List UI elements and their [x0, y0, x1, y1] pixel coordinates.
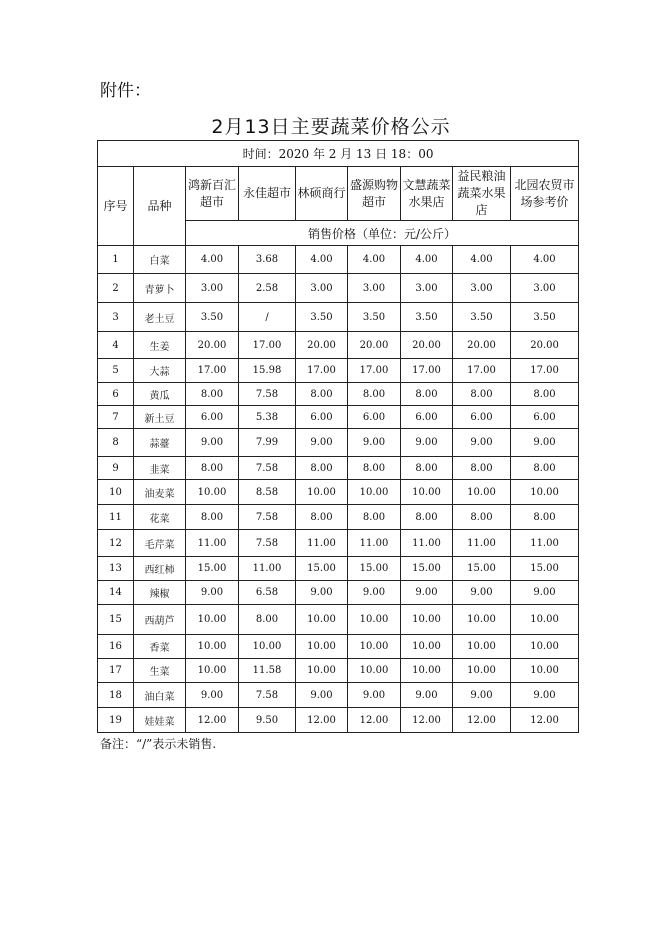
price-cell: 3.00: [453, 274, 511, 303]
price-cell: 10.00: [453, 659, 511, 683]
price-cell: 9.00: [401, 581, 453, 605]
seq-cell: 8: [98, 429, 134, 457]
seq-cell: 18: [98, 683, 134, 708]
price-cell: 9.00: [186, 581, 239, 605]
price-cell: 17.00: [401, 359, 453, 383]
variety-cell: 白菜: [134, 246, 186, 274]
price-cell: 20.00: [186, 332, 239, 359]
price-cell: 8.00: [511, 505, 579, 530]
price-cell: 6.00: [296, 406, 348, 429]
price-cell: 9.00: [186, 429, 239, 457]
price-cell: 10.00: [453, 605, 511, 635]
table-row: [98, 530, 579, 557]
price-cell: 17.00: [511, 359, 579, 383]
price-cell: 20.00: [401, 332, 453, 359]
price-cell: 8.00: [348, 457, 401, 480]
price-cell: 11.00: [348, 530, 401, 557]
table-row: [98, 383, 579, 406]
price-cell: 4.00: [296, 246, 348, 274]
price-cell: 6.00: [186, 406, 239, 429]
price-cell: 20.00: [296, 332, 348, 359]
price-cell: 3.00: [511, 274, 579, 303]
price-cell: 9.00: [186, 683, 239, 708]
price-cell: 12.00: [348, 708, 401, 733]
price-cell: 6.00: [511, 406, 579, 429]
variety-cell: 大蒜: [134, 359, 186, 383]
price-cell: 6.58: [239, 581, 296, 605]
price-cell: 20.00: [511, 332, 579, 359]
price-cell: 8.00: [186, 457, 239, 480]
seq-cell: 5: [98, 359, 134, 383]
variety-cell: 油麦菜: [134, 480, 186, 505]
price-cell: 8.00: [296, 383, 348, 406]
price-cell: 9.00: [401, 683, 453, 708]
variety-cell: 西葫芦: [134, 605, 186, 635]
price-cell: 7.58: [239, 505, 296, 530]
price-cell: 15.00: [296, 557, 348, 581]
price-rows: [98, 246, 579, 733]
variety-cell: 香菜: [134, 635, 186, 659]
seq-cell: 4: [98, 332, 134, 359]
seq-cell: 13: [98, 557, 134, 581]
seq-cell: 15: [98, 605, 134, 635]
price-cell: 10.00: [186, 659, 239, 683]
table-row: [98, 332, 579, 359]
variety-cell: 老土豆: [134, 303, 186, 332]
price-cell: 9.00: [296, 429, 348, 457]
price-cell: 8.00: [296, 457, 348, 480]
price-cell: 12.00: [453, 708, 511, 733]
price-cell: 11.00: [239, 557, 296, 581]
price-cell: 10.00: [348, 480, 401, 505]
price-cell: 11.00: [186, 530, 239, 557]
price-cell: 9.00: [296, 683, 348, 708]
price-cell: 10.00: [186, 480, 239, 505]
price-cell: 9.00: [348, 683, 401, 708]
price-cell: 10.00: [296, 659, 348, 683]
price-cell: 4.00: [186, 246, 239, 274]
unit-label: 销售价格（单位：元/公斤）: [186, 221, 579, 246]
table-row: [98, 505, 579, 530]
price-cell: 2.58: [239, 274, 296, 303]
table-row: [98, 557, 579, 581]
variety-cell: 娃娃菜: [134, 708, 186, 733]
variety-cell: 韭菜: [134, 457, 186, 480]
price-cell: 9.00: [453, 429, 511, 457]
seq-cell: 19: [98, 708, 134, 733]
price-cell: 3.50: [401, 303, 453, 332]
header-store: 鸿新百汇超市: [186, 167, 239, 221]
header-variety: 品种: [134, 167, 186, 246]
variety-cell: 新土豆: [134, 406, 186, 429]
price-cell: 12.00: [296, 708, 348, 733]
seq-cell: 7: [98, 406, 134, 429]
price-cell: 9.00: [401, 429, 453, 457]
price-cell: 9.00: [296, 581, 348, 605]
price-cell: 11.58: [239, 659, 296, 683]
price-cell: 10.00: [401, 659, 453, 683]
table-row: [98, 359, 579, 383]
attachment-label: 附件：: [100, 81, 151, 101]
page-title: 2月13日主要蔬菜价格公示: [211, 116, 451, 138]
price-cell: 9.50: [239, 708, 296, 733]
header-store: 永佳超市: [239, 167, 296, 221]
price-cell: 9.00: [453, 683, 511, 708]
price-cell: 3.00: [296, 274, 348, 303]
price-cell: 17.00: [186, 359, 239, 383]
seq-cell: 9: [98, 457, 134, 480]
price-cell: 11.00: [453, 530, 511, 557]
table-row: [98, 480, 579, 505]
seq-cell: 11: [98, 505, 134, 530]
table-row: [98, 683, 579, 708]
price-cell: 10.00: [348, 659, 401, 683]
price-cell: 15.00: [511, 557, 579, 581]
price-cell: 15.00: [453, 557, 511, 581]
price-cell: 6.00: [348, 406, 401, 429]
price-cell: 3.50: [511, 303, 579, 332]
price-cell: 15.00: [186, 557, 239, 581]
variety-cell: 油白菜: [134, 683, 186, 708]
seq-cell: 1: [98, 246, 134, 274]
price-cell: 8.00: [401, 457, 453, 480]
price-cell: 8.00: [401, 505, 453, 530]
price-cell: 10.00: [348, 605, 401, 635]
table-row: [98, 581, 579, 605]
seq-cell: 10: [98, 480, 134, 505]
price-cell: 6.00: [453, 406, 511, 429]
price-cell: 10.00: [453, 480, 511, 505]
price-cell: 10.00: [401, 480, 453, 505]
price-cell: 8.00: [511, 457, 579, 480]
price-cell: 20.00: [453, 332, 511, 359]
price-cell: 10.00: [511, 605, 579, 635]
price-cell: 10.00: [511, 635, 579, 659]
price-cell: 7.58: [239, 530, 296, 557]
price-cell: 11.00: [511, 530, 579, 557]
price-cell: 5.38: [239, 406, 296, 429]
price-cell: 10.00: [296, 605, 348, 635]
price-cell: 12.00: [401, 708, 453, 733]
price-cell: 11.00: [296, 530, 348, 557]
price-cell: 10.00: [296, 635, 348, 659]
price-cell: 17.00: [453, 359, 511, 383]
seq-cell: 12: [98, 530, 134, 557]
table-row: [98, 246, 579, 274]
price-cell: 8.00: [186, 383, 239, 406]
price-cell: 3.00: [401, 274, 453, 303]
price-cell: 10.00: [186, 605, 239, 635]
price-cell: 10.00: [511, 480, 579, 505]
price-cell: 10.00: [296, 480, 348, 505]
table-row: [98, 457, 579, 480]
price-cell: 4.00: [453, 246, 511, 274]
price-cell: 8.00: [348, 383, 401, 406]
price-cell: 15.00: [401, 557, 453, 581]
price-cell: 4.00: [348, 246, 401, 274]
price-cell: 8.00: [348, 505, 401, 530]
seq-cell: 6: [98, 383, 134, 406]
time-stamp: 时间：2020 年 2 月 13 日 18：00: [98, 141, 579, 167]
price-cell: 4.00: [511, 246, 579, 274]
table-row: [98, 274, 579, 303]
table-row: [98, 635, 579, 659]
price-cell: 3.50: [186, 303, 239, 332]
footnote: 备注：“/”表示未销售.: [100, 737, 217, 751]
price-cell: 9.00: [348, 429, 401, 457]
price-cell: 9.00: [453, 581, 511, 605]
price-cell: 10.00: [453, 635, 511, 659]
variety-cell: 毛芹菜: [134, 530, 186, 557]
seq-cell: 14: [98, 581, 134, 605]
price-cell: 17.00: [296, 359, 348, 383]
variety-cell: 西红柿: [134, 557, 186, 581]
price-cell: 7.58: [239, 457, 296, 480]
price-cell: 12.00: [186, 708, 239, 733]
price-cell: 3.00: [348, 274, 401, 303]
seq-cell: 17: [98, 659, 134, 683]
table-row: [98, 406, 579, 429]
header-store: 文慧蔬菜水果店: [401, 167, 453, 221]
price-cell: 10.00: [186, 635, 239, 659]
price-cell: 9.00: [511, 429, 579, 457]
price-cell: 10.00: [239, 635, 296, 659]
seq-cell: 16: [98, 635, 134, 659]
price-cell: 15.98: [239, 359, 296, 383]
table-row: [98, 659, 579, 683]
seq-cell: 3: [98, 303, 134, 332]
price-cell: 10.00: [348, 635, 401, 659]
price-cell: /: [239, 303, 296, 332]
price-cell: 8.00: [401, 383, 453, 406]
price-cell: 8.00: [453, 505, 511, 530]
variety-cell: 蒜薹: [134, 429, 186, 457]
price-cell: 8.00: [453, 383, 511, 406]
price-cell: 3.50: [453, 303, 511, 332]
price-cell: 8.00: [186, 505, 239, 530]
table-row: [98, 708, 579, 733]
price-cell: 4.00: [401, 246, 453, 274]
price-cell: 17.00: [348, 359, 401, 383]
variety-cell: 黄瓜: [134, 383, 186, 406]
price-cell: 10.00: [401, 605, 453, 635]
variety-cell: 生菜: [134, 659, 186, 683]
price-cell: 3.00: [186, 274, 239, 303]
header-store: 益民粮油蔬菜水果店: [453, 167, 511, 221]
variety-cell: 青萝卜: [134, 274, 186, 303]
variety-cell: 花菜: [134, 505, 186, 530]
price-cell: 9.00: [511, 581, 579, 605]
variety-cell: 辣椒: [134, 581, 186, 605]
header-store: 北园农贸市场参考价: [511, 167, 579, 221]
header-store: 盛源购物超市: [348, 167, 401, 221]
price-cell: 10.00: [401, 635, 453, 659]
price-cell: 3.50: [296, 303, 348, 332]
price-cell: 7.58: [239, 683, 296, 708]
price-cell: 8.00: [511, 383, 579, 406]
seq-cell: 2: [98, 274, 134, 303]
price-cell: 11.00: [401, 530, 453, 557]
price-cell: 12.00: [511, 708, 579, 733]
price-cell: 9.00: [348, 581, 401, 605]
price-cell: 8.58: [239, 480, 296, 505]
variety-cell: 生姜: [134, 332, 186, 359]
price-cell: 3.68: [239, 246, 296, 274]
table-row: [98, 605, 579, 635]
price-cell: 7.58: [239, 383, 296, 406]
price-cell: 15.00: [348, 557, 401, 581]
price-cell: 3.50: [348, 303, 401, 332]
price-cell: 10.00: [511, 659, 579, 683]
price-cell: 20.00: [348, 332, 401, 359]
price-cell: 6.00: [401, 406, 453, 429]
price-cell: 9.00: [511, 683, 579, 708]
price-cell: 17.00: [239, 332, 296, 359]
header-store: 林硕商行: [296, 167, 348, 221]
header-seq: 序号: [98, 167, 134, 246]
price-cell: 8.00: [296, 505, 348, 530]
price-cell: 8.00: [453, 457, 511, 480]
price-cell: 8.00: [239, 605, 296, 635]
table-row: [98, 429, 579, 457]
table-row: [98, 303, 579, 332]
price-cell: 7.99: [239, 429, 296, 457]
price-table: [97, 140, 579, 733]
